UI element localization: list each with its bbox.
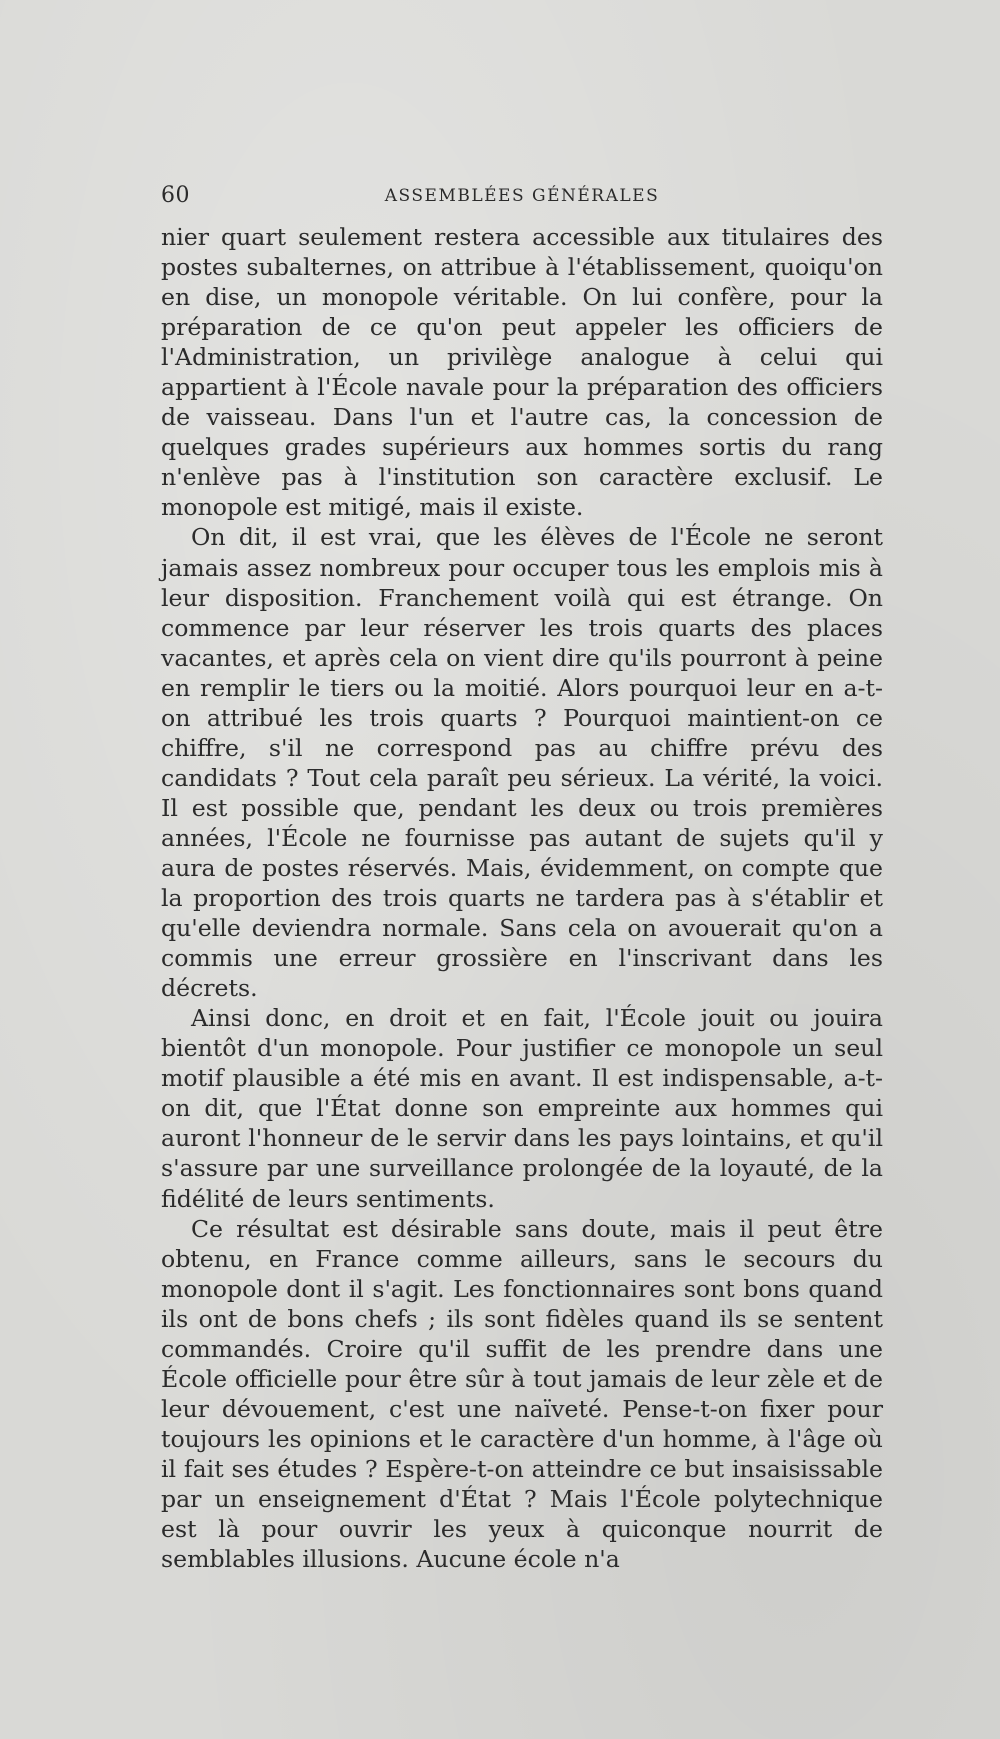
page-number: 60	[161, 183, 190, 208]
page-header	[161, 183, 883, 213]
paragraph: On dit, il est vrai, que les élèves de l'École ne seront jamais assez nombreux pour occuper tous les emplois mis à leur disposition. Franchement voilà qui est étrange. On commence par leur réserver les trois quarts des places vacantes, et après cela on vient dire qu'ils pourront à peine en remplir le tiers ou la moitié. Alors pourquoi leur en a-t-on attribué les trois quarts ? Pourquoi maintient-on ce chiffre, s'il ne correspond pas au chiffre prévu des candidats ? Tout cela paraît peu sérieux. La vérité, la voici. Il est possible que, pendant les deux ou trois premières années, l'École ne fournisse pas autant de sujets qu'il y aura de postes réservés. Mais, évidemment, on compte que la proportion des trois quarts ne tardera pas à s'établir et qu'elle deviendra normale. Sans cela on avouerait qu'on a commis une erreur grossière en l'inscrivant dans les décrets.	[161, 523, 883, 1003]
paragraph: nier quart seulement restera accessible aux titulaires des postes subalternes, on attribue à l'établissement, quoiqu'on en dise, un monopole véritable. On lui confère, pour la préparation de ce qu'on peut appeler les officiers de l'Administration, un privilège analogue à celui qui appartient à l'École navale pour la préparation des officiers de vaisseau. Dans l'un et l'autre cas, la concession de quelques grades supérieurs aux hommes sortis du rang n'enlève pas à l'institution son caractère exclusif. Le monopole est mitigé, mais il existe.	[161, 223, 883, 522]
body-text	[161, 222, 883, 1574]
paragraph: Ce résultat est désirable sans doute, mais il peut être obtenu, en France comme ailleurs, sans le secours du monopole dont il s'agit. Les fonctionnaires sont bons quand ils ont de bons chefs ; ils sont fidèles quand ils se sentent commandés. Croire qu'il suffit de les prendre dans une École officielle pour être sûr à tout jamais de leur zèle et de leur dévouement, c'est une naïveté. Pense-t-on fixer pour toujours les opinions et le caractère d'un homme, à l'âge où il fait ses études ? Espère-t-on atteindre ce but insaisissable par un enseignement d'État ? Mais l'École polytechnique est là pour ouvrir les yeux à quiconque nourrit de semblables illusions. Aucune école n'a	[161, 1214, 883, 1574]
running-title: ASSEMBLÉES GÉNÉRALES	[384, 186, 660, 206]
paragraph: Ainsi donc, en droit et en fait, l'École jouit ou jouira bientôt d'un monopole. Pour justifier ce monopole un seul motif plausible a été mis en avant. Il est indispensable, a-t-on dit, que l'État donne son empreinte aux hommes qui auront l'honneur de le servir dans les pays lointains, et qu'il s'assure par une surveillance prolongée de la loyauté, de la fidélité de leurs sentiments.	[161, 1004, 883, 1213]
